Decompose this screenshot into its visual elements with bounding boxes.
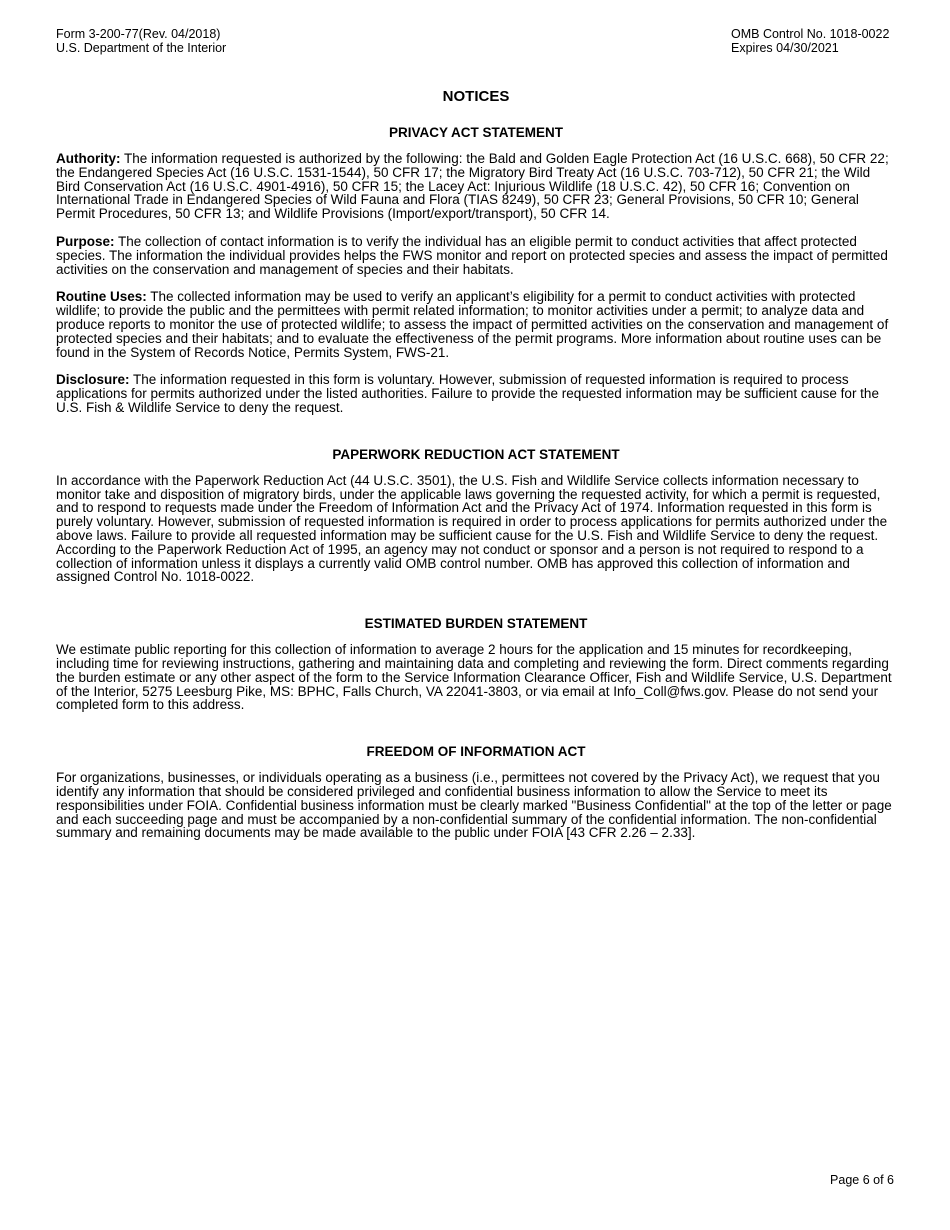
foia-paragraph: For organizations, businesses, or individuals operating as a business (i.e., permittees not covered by the Privacy Act), we request that you identify any information that should be considered privileged and confidential business information to allow the Service to meet its responsibilities under FOIA. Confidential business information must be clearly marked "Business Confidential" at the top of the letter or page and each succeeding page and must be accompanied by a non-confidential summary of the confidential information. The non-confidential summary and remaining documents may be made available to the public under FOIA [43 CFR 2.26 – 2.33].: [56, 770, 892, 841]
form-number: Form 3-200-77(Rev. 04/2018): [56, 27, 221, 41]
privacy-act-heading: PRIVACY ACT STATEMENT: [388, 125, 563, 140]
purpose-paragraph: [56, 235, 896, 276]
department-name: U.S. Department of the Interior: [56, 41, 227, 55]
notices-content: [56, 88, 896, 854]
routine-uses-label: Routine Uses:: [56, 289, 147, 305]
disclosure-text: The information requested in this form is voluntary. However, submission of requested information is required to process applications for permits authorized under the listed authorities. Failure to provide the requested information may be sufficient cause for the U.S. Fish & Wildlife Service to deny the request.: [56, 372, 879, 415]
purpose-text: The collection of contact information is to verify the individual has an eligible permit to conduct activities that affect protected species. The information the individual provides helps the FWS monitor and report on protected species and assess the impact of permitted activities on the conservation and management of species and their habitats.: [56, 233, 888, 277]
routine-uses-paragraph: [56, 290, 896, 359]
paperwork-reduction-paragraph: In accordance with the Paperwork Reduction Act (44 U.S.C. 3501), the U.S. Fish and Wildlife Service collects information necessary to monitor take and disposition of migratory birds, under the applicable laws governing the requested activity, for which a permit is requested, and to respond to requests made under the Freedom of Information Act and the Privacy Act of 1974. Information requested in this form is purely voluntary. However, submission of requested information is required in order to process applications for permits authorized under the above laws. Failure to provide all requested information may be sufficient cause for the U.S. Fish and Wildlife Service to deny the request. According to the Paperwork Reduction Act of 1995, an agency may not conduct or sponsor and a person is not required to respond to a collection of information unless it displays a currently valid OMB control number. OMB has approved this collection of information and assigned Control No. 1018-0022.: [56, 472, 888, 585]
authority-paragraph: [56, 152, 896, 221]
foia-heading: FREEDOM OF INFORMATION ACT: [366, 744, 586, 760]
authority-text: The information requested is authorized by the following: the Bald and Golden Eagle Protection Act (16 U.S.C. 668), 50 CFR 22; the Endangered Species Act (16 U.S.C. 1531-1544), 50 CFR 17; the Migratory Bird Treaty Act (16 U.S.C. 703-712), 50 CFR 21; the Wild Bird Conservation Act (16 U.S.C. 4901-4916), 50 CFR 15; the Lacey Act: Injurious Wildlife (18 U.S.C. 42), 50 CFR 16; Convention on International Trade in Endangered Species of Wild Fauna and Flora (TIAS 8249), 50 CFR 23; General Provisions, 50 CFR 10; General Permit Procedures, 50 CFR 13; and Wildlife Provisions (Import/export/transport), 50 CFR 14.: [56, 151, 889, 222]
disclosure-label: Disclosure:: [56, 372, 130, 388]
authority-label: Authority:: [56, 151, 121, 166]
routine-uses-text: The collected information may be used to verify an applicant’s eligibility for a permit to conduct activities with protected wildlife; to provide the public and the permittees with permit related information; to monitor activities under a permit; to analyze data and produce reports to monitor the use of protected wildlife; to assess the impact of permitted activities on the conservation and management of protected species and their habitats; and to evaluate the effectiveness of the permit programs. More information about routine uses can be found in the System of Records Notice, Permits System, FWS-21.: [56, 289, 889, 360]
form-header-right: [731, 27, 889, 55]
paperwork-reduction-heading: PAPERWORK REDUCTION ACT STATEMENT: [332, 446, 620, 462]
form-header-left: [56, 27, 226, 55]
burden-statement-paragraph: We estimate public reporting for this collection of information to average 2 hours for the application and 15 minutes for recordkeeping, including time for reviewing instructions, gathering and maintaining data and completing and reviewing the form. Direct comments regarding the burden estimate or any other aspect of the form to the Service Information Clearance Officer, Fish and Wildlife Service, U.S. Department of the Interior, 5275 Leesburg Pike, MS: BPHC, Falls Church, VA 22041-3803, or via email at Info_Coll@fws.gov. Please do not send your completed form to this address.: [56, 642, 892, 713]
page-number: Page 6 of 6: [830, 1173, 894, 1187]
omb-control-number: OMB Control No. 1018-0022: [731, 27, 890, 41]
expiration-date: Expires 04/30/2021: [731, 41, 839, 55]
disclosure-paragraph: [56, 373, 896, 414]
burden-statement-heading: ESTIMATED BURDEN STATEMENT: [364, 616, 588, 632]
purpose-label: Purpose:: [56, 233, 115, 249]
page-title: NOTICES: [442, 88, 510, 105]
